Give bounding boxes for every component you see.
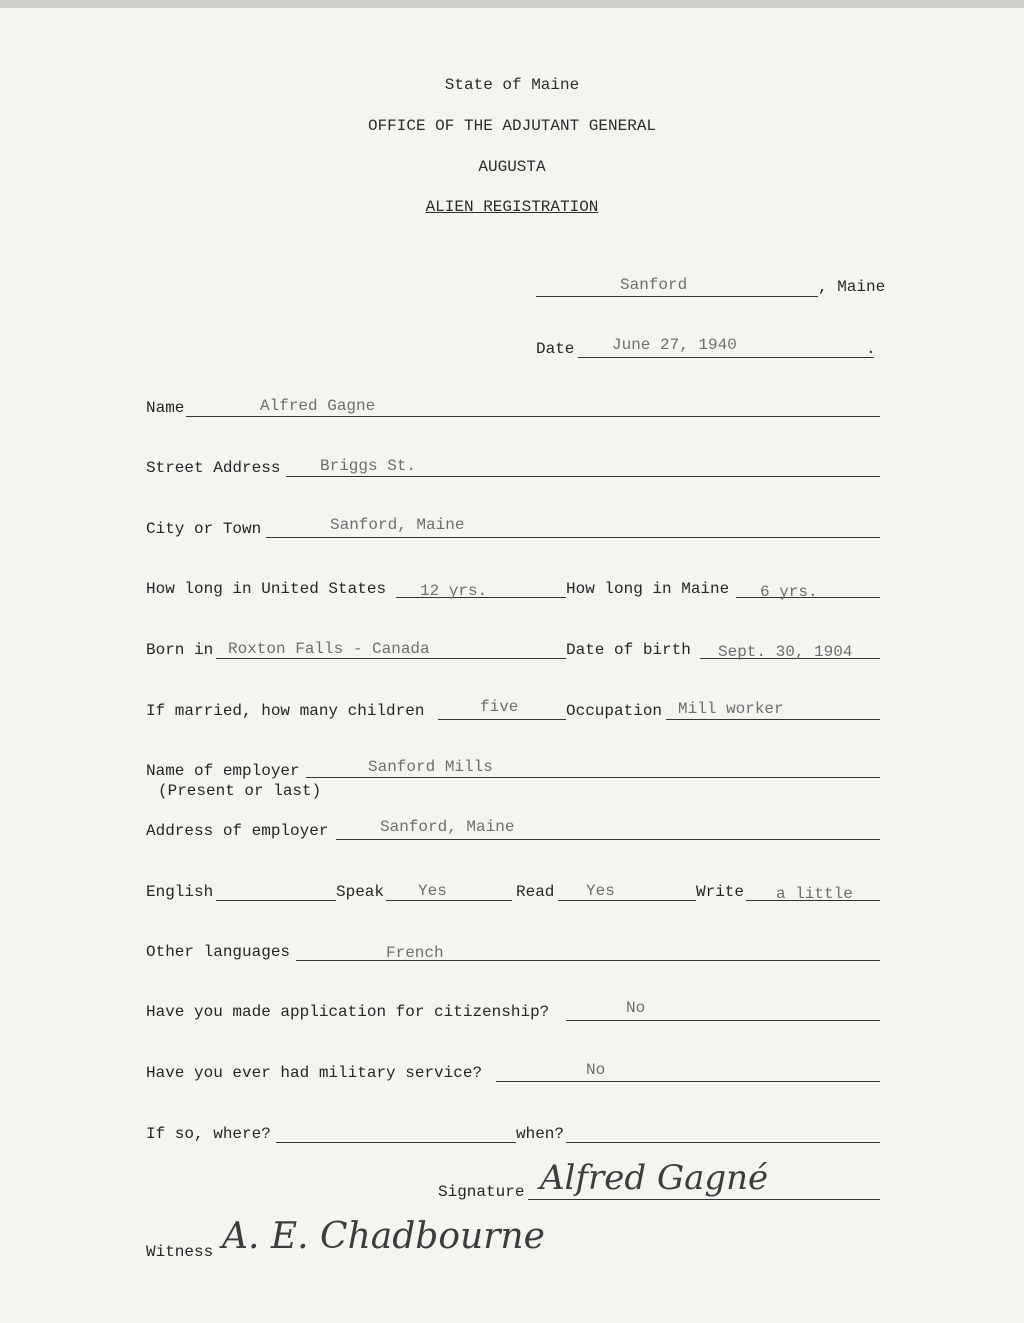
- where-label: If so, where?: [146, 1125, 271, 1143]
- signature-line: [528, 1199, 880, 1200]
- where-line: [276, 1142, 516, 1143]
- signature-label: Signature: [438, 1183, 525, 1201]
- place-suffix: , Maine: [818, 278, 886, 296]
- name-value: Alfred Gagne: [260, 397, 376, 415]
- street-line: [286, 476, 880, 477]
- us-years-label: How long in United States: [146, 580, 387, 598]
- write-value: a little: [776, 885, 853, 903]
- citizenship-value: No: [626, 999, 646, 1017]
- dob-label: Date of birth: [566, 641, 691, 659]
- languages-value: French: [386, 944, 444, 962]
- speak-line: [386, 900, 512, 901]
- employer-address-line: [336, 839, 880, 840]
- city-heading: AUGUSTA: [478, 158, 546, 176]
- citizenship-line: [566, 1020, 880, 1021]
- speak-label: Speak: [336, 883, 385, 901]
- employer-sublabel: (Present or last): [158, 782, 322, 800]
- form-title: ALIEN REGISTRATION: [425, 198, 599, 216]
- employer-label: Name of employer: [146, 762, 300, 780]
- office-heading: OFFICE OF THE ADJUTANT GENERAL: [367, 117, 657, 135]
- employer-value: Sanford Mills: [368, 758, 493, 776]
- us-years-value: 12 yrs.: [420, 582, 488, 600]
- languages-line: [296, 960, 880, 961]
- maine-years-label: How long in Maine: [566, 580, 730, 598]
- witness-value: A. E. Chadbourne: [222, 1216, 545, 1257]
- street-value: Briggs St.: [320, 457, 417, 475]
- date-label: Date: [536, 340, 575, 358]
- read-label: Read: [516, 883, 555, 901]
- occupation-value: Mill worker: [678, 700, 784, 718]
- witness-label: Witness: [146, 1243, 214, 1261]
- employer-address-label: Address of employer: [146, 822, 329, 840]
- dob-value: Sept. 30, 1904: [718, 643, 853, 661]
- name-line: [186, 416, 880, 417]
- scan-edge: [0, 0, 1024, 8]
- city-line: [266, 537, 880, 538]
- speak-value: Yes: [418, 882, 447, 900]
- maine-years-value: 6 yrs.: [760, 583, 818, 601]
- occupation-label: Occupation: [566, 702, 663, 720]
- date-line: [578, 357, 874, 358]
- read-value: Yes: [586, 882, 615, 900]
- state-heading: State of Maine: [444, 76, 580, 94]
- place-value: Sanford: [620, 276, 688, 294]
- date-value: June 27, 1940: [612, 336, 737, 354]
- signature-value: Alfred Gagné: [540, 1158, 769, 1198]
- military-line: [496, 1081, 880, 1082]
- city-value: Sanford, Maine: [330, 516, 465, 534]
- languages-label: Other languages: [146, 943, 291, 961]
- name-label: Name: [146, 399, 185, 417]
- street-label: Street Address: [146, 459, 281, 477]
- employer-line: [306, 777, 880, 778]
- when-label: when?: [516, 1125, 565, 1143]
- born-label: Born in: [146, 641, 214, 659]
- employer-address-value: Sanford, Maine: [380, 818, 515, 836]
- english-label: English: [146, 883, 214, 901]
- children-label: If married, how many children: [146, 702, 425, 720]
- write-label: Write: [696, 883, 745, 901]
- city-label: City or Town: [146, 520, 262, 538]
- occupation-line: [666, 719, 880, 720]
- place-line: [536, 296, 818, 297]
- born-line: [216, 658, 566, 659]
- born-value: Roxton Falls - Canada: [228, 640, 430, 658]
- english-line: [216, 900, 336, 901]
- when-line: [566, 1142, 880, 1143]
- read-line: [558, 900, 696, 901]
- children-value: five: [480, 698, 519, 716]
- military-value: No: [586, 1061, 606, 1079]
- date-end: .: [866, 340, 876, 358]
- military-label: Have you ever had military service?: [146, 1064, 483, 1082]
- citizenship-label: Have you made application for citizenship?: [146, 1003, 550, 1021]
- children-line: [438, 719, 566, 720]
